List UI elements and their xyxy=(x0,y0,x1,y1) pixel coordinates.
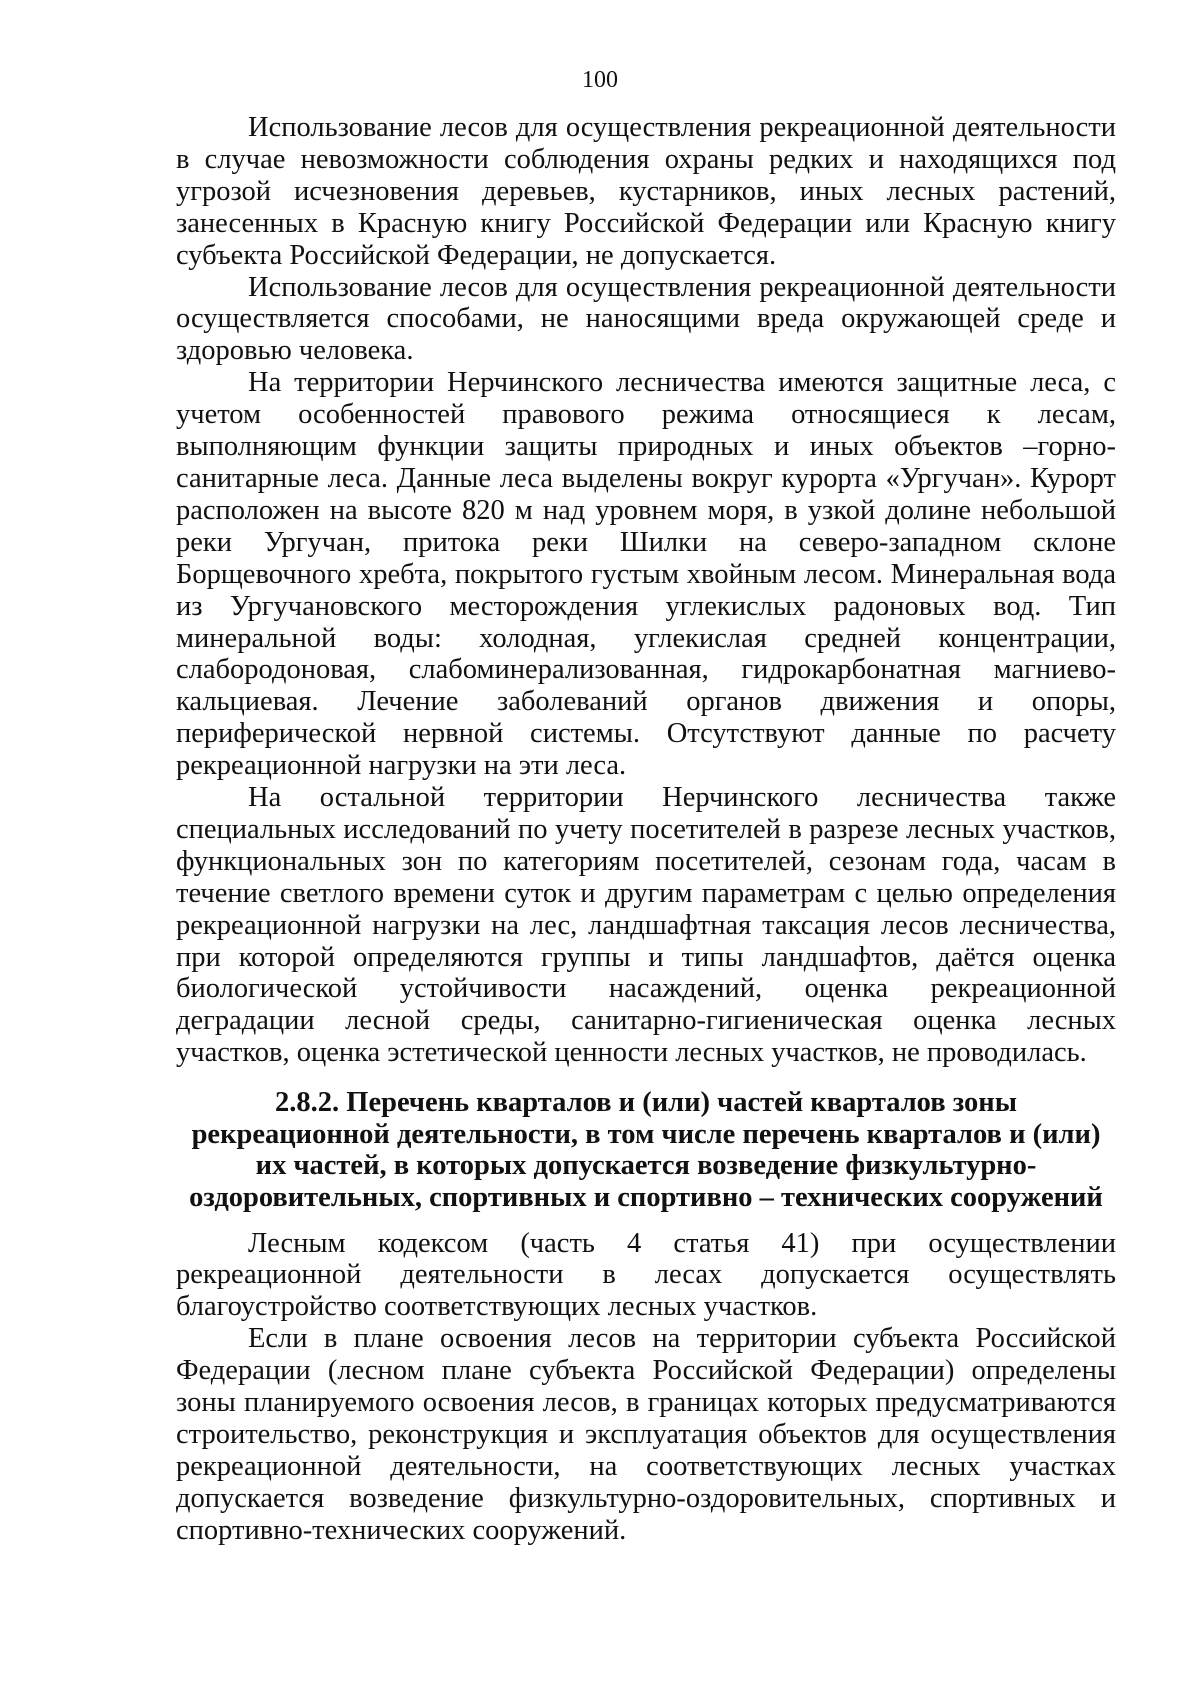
section-heading: 2.8.2. Перечень кварталов и (или) частей кварталов зоны рекреационной деятельности, в том числе перечень кварталов и (или) их частей, в которых допускается возведение физкультурно-оздоровительных, спортивных и спортивно – технических сооружений xyxy=(189,1087,1103,1213)
paragraph-methods: Использование лесов для осуществления рекреационной деятельности осуществляется способами, не наносящими вреда окружающей среде и здоровью человека. xyxy=(176,271,1116,367)
document-body xyxy=(176,112,1116,1547)
paragraph-forest-code: Лесным кодексом (часть 4 статья 41) при осуществлении рекреационной деятельности в лесах допускается осуществлять благоустройство соответствующих лесных участков. xyxy=(176,1227,1116,1323)
paragraph-protective-forests: На территории Нерчинского лесничества имеются защитные леса, с учетом особенностей правового режима относящиеся к лесам, выполняющим функции защиты природных и иных объектов –горно-санитарные леса. Данные леса выделены вокруг курорта «Ургучан». Курорт расположен на высоте 820 м над уровнем моря, в узкой долине небольшой реки Ургучан, притока реки Шилки на северо-западном склоне Борщевочного хребта, покрытого густым хвойным лесом. Минеральная вода из Ургучановского месторождения углекислых радоновых вод. Тип минеральной воды: холодная, углекислая средней концентрации, слабородоновая, слабоминерализованная, гидрокарбонатная магниево-кальциевая. Лечение заболеваний органов движения и опоры, периферической нервной системы. Отсутствуют данные по расчету рекреационной нагрузки на эти леса. xyxy=(176,367,1116,782)
paragraph-forest-plan: Если в плане освоения лесов на территории субъекта Российской Федерации (лесном плане субъекта Российской Федерации) определены зоны планируемого освоения лесов, в границах которых предусматриваются строительство, реконструкция и эксплуатация объектов для осуществления рекреационной деятельности, на соответствующих лесных участках допускается возведение физкультурно-оздоровительных, спортивных и спортивно-технических сооружений. xyxy=(176,1323,1116,1546)
paragraph-rare-species: Использование лесов для осуществления рекреационной деятельности в случае невозможности соблюдения охраны редких и находящихся под угрозой исчезновения деревьев, кустарников, иных лесных растений, занесенных в Красную книгу Российской Федерации или Красную книгу субъекта Российской Федерации, не допускается. xyxy=(176,112,1116,271)
paragraph-remaining-territory: На остальной территории Нерчинского лесничества также специальных исследований по учету посетителей в разрезе лесных участков, функциональных зон по категориям посетителей, сезонам года, часам в течение светлого времени суток и другим параметрам с целью определения рекреационной нагрузки на лес, ландшафтная таксация лесов лесничества, при которой определяются группы и типы ландшафтов, даётся оценка биологической устойчивости насаждений, оценка рекреационной деградации лесной среды, санитарно-гигиеническая оценка лесных участков, оценка эстетической ценности лесных участков, не проводилась. xyxy=(176,782,1116,1069)
page-number: 100 xyxy=(582,67,618,93)
